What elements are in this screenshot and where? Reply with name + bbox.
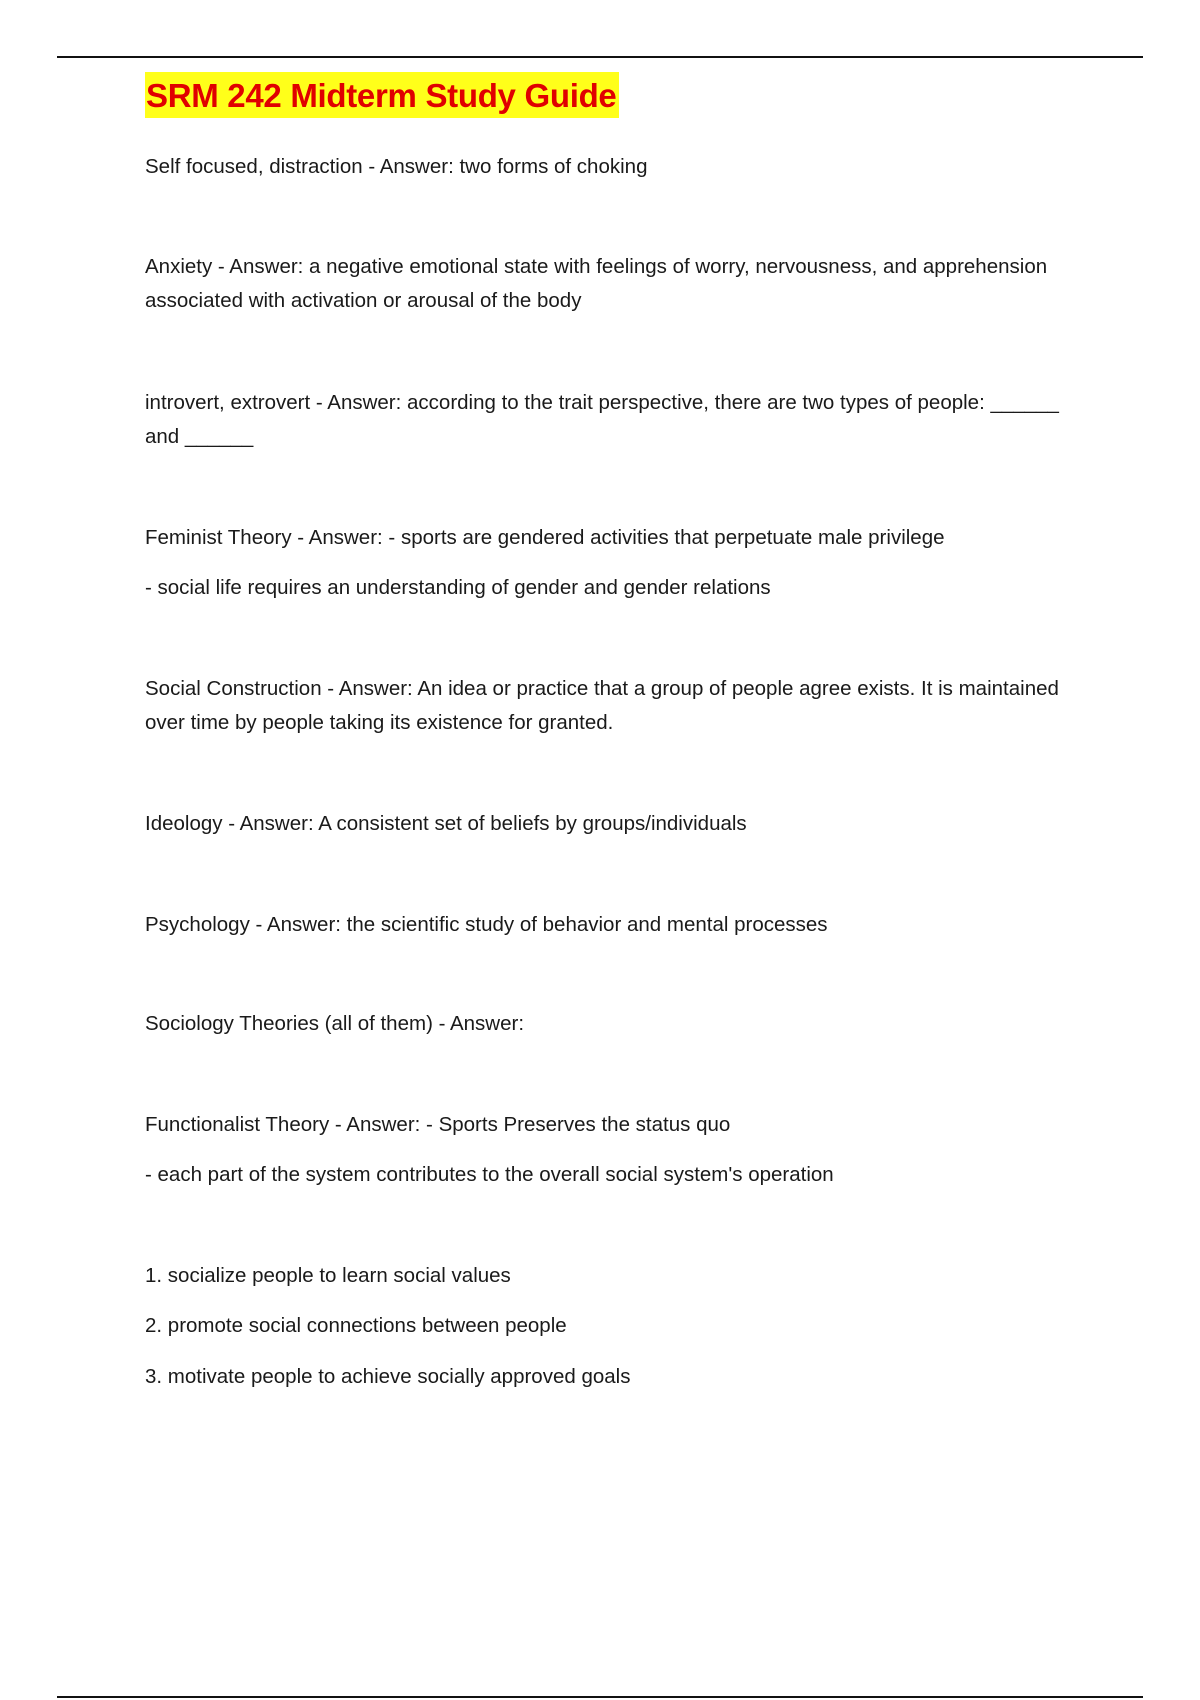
entry-anxiety: Anxiety - Answer: a negative emotional state with feelings of worry, nervousness, and apprehension associated with activation or arousal of the body	[145, 255, 1048, 312]
list-item-1: 1. socialize people to learn social values	[145, 1264, 511, 1287]
document-title: SRM 242 Midterm Study Guide	[145, 72, 619, 118]
entry-psychology: Psychology - Answer: the scientific study of behavior and mental processes	[145, 913, 828, 936]
top-divider	[57, 56, 1143, 58]
list-item-3: 3. motivate people to achieve socially approved goals	[145, 1365, 631, 1388]
entry-choking: Self focused, distraction - Answer: two forms of choking	[145, 155, 648, 178]
entry-functionalist-detail: - each part of the system contributes to the overall social system's operation	[145, 1163, 834, 1186]
entry-introvert-extrovert: introvert, extrovert - Answer: according to the trait perspective, there are two types of people: ______ and ______	[145, 391, 1059, 448]
entry-feminist-theory: Feminist Theory - Answer: - sports are gendered activities that perpetuate male privilege	[145, 526, 945, 549]
entry-ideology: Ideology - Answer: A consistent set of beliefs by groups/individuals	[145, 812, 747, 835]
bottom-divider	[57, 1696, 1143, 1698]
entry-feminist-theory-detail: - social life requires an understanding of gender and gender relations	[145, 576, 771, 599]
entry-sociology-theories: Sociology Theories (all of them) - Answer:	[145, 1012, 525, 1035]
list-item-2: 2. promote social connections between people	[145, 1314, 567, 1337]
study-guide-content	[145, 72, 1075, 1388]
entry-functionalist-theory: Functionalist Theory - Answer: - Sports Preserves the status quo	[145, 1113, 731, 1136]
entry-social-construction: Social Construction - Answer: An idea or practice that a group of people agree exists. It is maintained over time by people taking its existence for granted.	[145, 677, 1059, 734]
